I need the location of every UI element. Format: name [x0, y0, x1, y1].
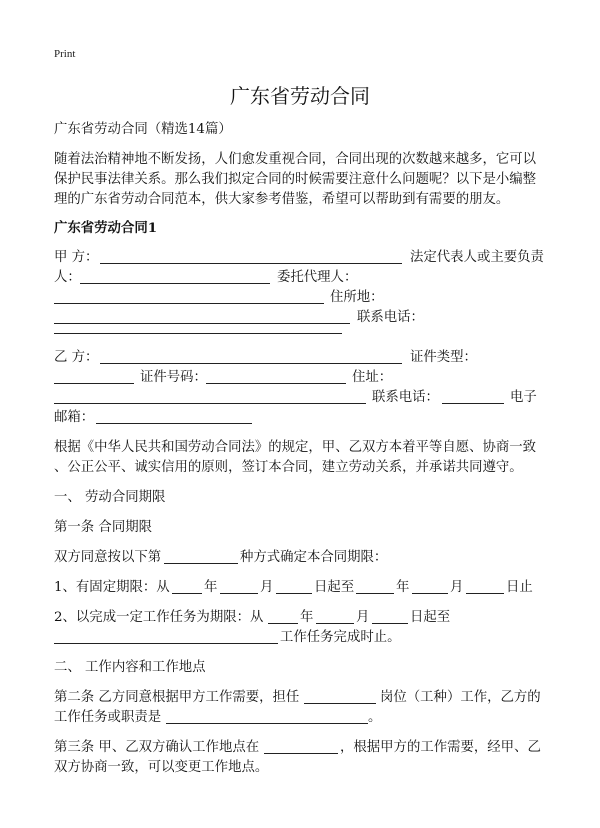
party-a-label: 甲 方：: [54, 250, 99, 265]
agent-label: 委托代理人：: [277, 270, 358, 285]
basis-line-2: 、公正公平、诚实信用的原则，签订本合同，建立劳动关系，并承诺共同遵守。: [54, 460, 523, 475]
article-3-text-b: ，根据甲方的工作需要，经甲、乙: [340, 740, 541, 755]
fixed-month-label: 月: [260, 580, 274, 595]
fixed-start-month-blank: [220, 593, 258, 594]
fixed-start-day-blank: [276, 593, 312, 594]
task-term-lead: 2、以完成一定工作任务为期限：从: [54, 610, 264, 625]
article-2-text-b: 岗位（工种）工作，乙方的: [380, 690, 541, 705]
task-done-label: 工作任务完成时止。: [280, 630, 401, 645]
agree-text-b: 种方式确定本合同期限：: [240, 550, 388, 565]
b-phone-label: 联系电话：: [372, 390, 439, 405]
person-label: 人：: [54, 270, 81, 285]
fixed-end-month-label: 月: [450, 580, 464, 595]
article-3-text-c: 双方协商一致，可以变更工作地点。: [54, 760, 269, 775]
fixed-end-year-blank: [356, 593, 394, 594]
a-address-label: 住所地：: [330, 290, 384, 305]
fixed-start-label: 日起至: [314, 580, 355, 595]
fixed-end-year-label: 年: [396, 580, 410, 595]
id-number-label: 证件号码：: [140, 370, 207, 385]
fixed-term-lead: 1、有固定期限：从: [54, 580, 170, 595]
fixed-end-label: 日止: [506, 580, 533, 595]
agree-text-a: 双方同意按以下第: [54, 550, 162, 565]
article-3-text-a: 第三条 甲、乙双方确认工作地点在: [54, 740, 260, 755]
party-a-name-blank: [100, 263, 402, 264]
legal-rep-label: 法定代表人或主要负责: [410, 250, 544, 265]
party-b-label: 乙 方：: [54, 350, 99, 365]
basis-line-1: 根据《中华人民共和国劳动合同法》的规定，甲、乙双方本着平等自愿、协商一致: [54, 440, 537, 455]
fixed-end-day-blank: [466, 593, 504, 594]
party-b-name-blank: [100, 363, 402, 364]
a-phone-label: 联系电话：: [357, 310, 424, 325]
id-number-blank: [206, 383, 346, 384]
fixed-year-label: 年: [204, 580, 218, 595]
agent-blank: [54, 303, 324, 304]
id-type-label: 证件类型：: [410, 350, 477, 365]
page-title: 广东省劳动合同: [230, 84, 370, 108]
task-year-blank: [268, 623, 298, 624]
fixed-end-month-blank: [412, 593, 448, 594]
email-blank: [96, 423, 252, 424]
task-start-label: 日起至: [410, 610, 451, 625]
a-phone-blank: [54, 333, 342, 334]
b-address-label: 住址：: [352, 370, 393, 385]
task-year-label: 年: [300, 610, 314, 625]
doc-subtitle: 广东省劳动合同（精选14篇）: [54, 122, 232, 137]
b-address-blank: [54, 403, 366, 404]
article-2-text-a: 第二条 乙方同意根据甲方工作需要，担任: [54, 690, 300, 705]
id-type-blank: [54, 383, 134, 384]
a-address-blank: [54, 323, 350, 324]
email-label-b: 邮箱：: [54, 410, 95, 425]
workplace-blank: [264, 753, 338, 754]
chapter-1-heading: 一、 劳动合同期限: [54, 490, 166, 505]
email-label-a: 电子: [510, 390, 537, 405]
intro-line-3: 理的广东省劳动合同范本，供大家参考借鉴，希望可以帮助到有需要的朋友。: [54, 192, 510, 207]
intro-line-2: 保护民事法律关系。那么我们拟定合同的时候需要注意什么问题呢？以下是小编整: [54, 172, 537, 187]
agree-blank: [164, 563, 238, 564]
task-day-blank: [372, 623, 408, 624]
task-desc-blank: [54, 643, 278, 644]
legal-rep-blank: [80, 283, 270, 284]
article-2-text-d: 。: [368, 710, 382, 725]
position-blank: [304, 703, 376, 704]
b-phone-blank: [442, 403, 504, 404]
task-month-blank: [316, 623, 354, 624]
intro-line-1: 随着法治精神地不断发扬，人们愈发重视合同，合同出现的次数越来越多，它可以: [54, 152, 537, 167]
duties-blank: [166, 723, 368, 724]
article-1-heading: 第一条 合同期限: [54, 520, 152, 535]
task-month-label: 月: [356, 610, 370, 625]
fixed-start-year-blank: [172, 593, 202, 594]
print-label[interactable]: Print: [54, 48, 76, 60]
article-2-text-c: 工作任务或职责是: [54, 710, 162, 725]
chapter-2-heading: 二、 工作内容和工作地点: [54, 660, 206, 675]
section-title: 广东省劳动合同1: [54, 220, 158, 236]
